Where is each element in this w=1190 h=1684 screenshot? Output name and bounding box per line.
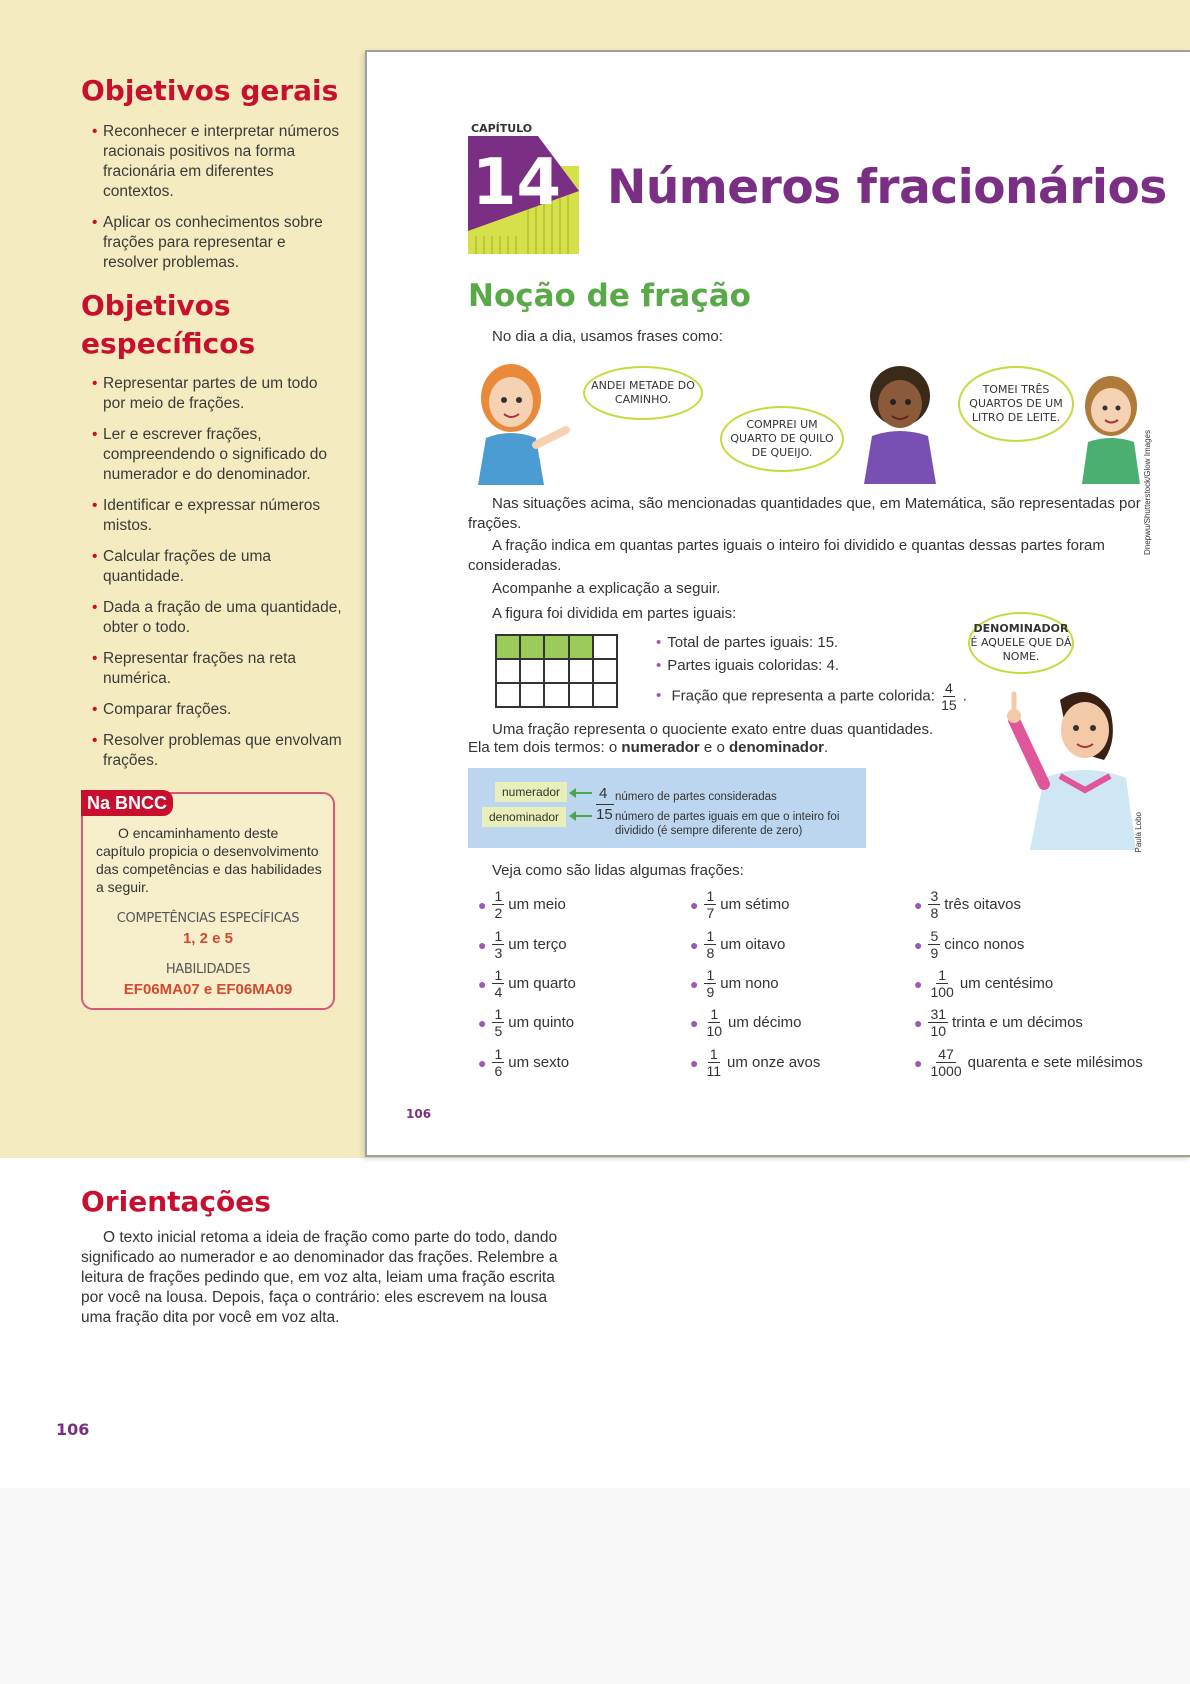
grid-cell xyxy=(593,635,617,659)
fraction-reading xyxy=(914,888,1021,921)
fraction-reading xyxy=(690,1006,801,1039)
grid-cell-colored xyxy=(496,635,520,659)
bullet-icon: ● xyxy=(914,896,923,913)
fraction: $\frac{1}{10}$ xyxy=(706,1006,723,1039)
fraction: $\frac{1}{8}$ xyxy=(706,928,715,961)
fraction-name: um onze avos xyxy=(727,1054,821,1071)
fraction-reading xyxy=(478,1046,569,1079)
intro-text: No dia a dia, usamos frases como: xyxy=(492,328,723,345)
bullet-icon: ● xyxy=(690,975,699,992)
list-item: • Reconhecer e interpretar números racionais positivos na forma fracionária em diferentes contextos. xyxy=(92,122,342,202)
list-item: • Ler e escrever frações, compreendendo o significado do numerador e do denominador. xyxy=(92,425,342,485)
fraction-name: um terço xyxy=(508,936,567,953)
grid-cell xyxy=(496,683,520,707)
fraction-name: um quarto xyxy=(508,975,576,992)
paragraph: A figura foi dividida em partes iguais: xyxy=(492,605,737,622)
fraction-name: quarenta e sete milésimos xyxy=(967,1054,1143,1071)
fraction-reading xyxy=(914,928,1024,961)
grid-cell-colored xyxy=(544,635,568,659)
fraction: $\frac{1}{11}$ xyxy=(706,1046,722,1079)
competencias-value: 1, 2 e 5 xyxy=(182,930,234,947)
fraction-reading xyxy=(478,888,566,921)
grid-cell-colored xyxy=(569,635,593,659)
guidance-title: Orientações xyxy=(81,1185,271,1218)
bullet-icon: ● xyxy=(914,975,923,992)
fact-item: • Partes iguais coloridas: 4. xyxy=(656,656,839,676)
fraction: $\frac{1}{2}$ xyxy=(494,888,503,921)
general-objectives-list xyxy=(92,122,342,284)
list-item: • Resolver problemas que envolvam frações. xyxy=(92,731,342,771)
fraction-name: um décimo xyxy=(728,1014,802,1031)
fraction-reading xyxy=(914,1046,1143,1079)
fraction-name: um sexto xyxy=(508,1054,570,1071)
numerator-description: número de partes consideradas xyxy=(615,791,777,803)
denominator-description: número de partes iguais em que o inteiro foi dividido (é sempre diferente de zero) xyxy=(615,811,840,837)
habilidades-value: EF06MA07 e EF06MA09 xyxy=(123,981,293,998)
fraction: $\frac{47}{1000}$ xyxy=(930,1046,962,1079)
specific-objectives-title: Objetivos específicos xyxy=(81,289,256,360)
fraction: $\frac{1}{3}$ xyxy=(494,928,503,961)
bullet-icon: ● xyxy=(690,1054,699,1071)
fraction-name: um quinto xyxy=(508,1014,575,1031)
numerator-value: 4 xyxy=(599,785,608,802)
list-item: • Aplicar os conhecimentos sobre frações para representar e resolver problemas. xyxy=(92,213,342,273)
grid-cell xyxy=(520,683,544,707)
bullet-icon: ● xyxy=(478,975,487,992)
fraction-name: trinta e um décimos xyxy=(952,1014,1083,1031)
image-credit: Dnepwu/Shutterstock/Glow Images xyxy=(1143,430,1152,555)
bullet-icon: ● xyxy=(478,1014,487,1031)
fraction-reading xyxy=(690,967,779,1000)
bullet-icon: ● xyxy=(478,896,487,913)
fact-item: • Total de partes iguais: 15. xyxy=(656,633,838,653)
list-item: • Dada a fração de uma quantidade, obter o todo. xyxy=(92,598,342,638)
fraction-name: um oitavo xyxy=(720,936,786,953)
fraction-name: cinco nonos xyxy=(944,936,1025,953)
general-objectives-title: Objetivos gerais xyxy=(81,74,339,107)
fraction-reading xyxy=(914,967,1053,1000)
list-item: • Representar partes de um todo por meio de frações. xyxy=(92,374,342,414)
denominator-value: 15 xyxy=(596,806,613,823)
teacher-speech-bubble: DENOMINADOR É AQUELE QUE DÁ NOME. xyxy=(968,612,1074,674)
arrow-icon xyxy=(575,792,592,794)
paragraph: Ela tem dois termos: o numerador e o denominador. xyxy=(468,739,829,756)
chapter-label: CAPÍTULO xyxy=(471,122,533,135)
teacher-illustration-icon xyxy=(1000,680,1140,850)
grid-cell xyxy=(569,683,593,707)
page-number: 106 xyxy=(406,1107,432,1121)
bullet-icon: ● xyxy=(478,1054,487,1071)
paragraph: Uma fração representa o quociente exato entre duas quantidades. xyxy=(492,721,934,738)
girl-illustration-icon xyxy=(466,360,576,485)
fraction: $\frac{4}{15}$ xyxy=(941,680,957,713)
chapter-title: Números fracionários xyxy=(607,160,1167,215)
fraction-name: um nono xyxy=(720,975,779,992)
fraction-name: um sétimo xyxy=(720,896,790,913)
grid-cell xyxy=(544,659,568,683)
list-item: • Identificar e expressar números mistos. xyxy=(92,496,342,536)
fraction-bar xyxy=(596,804,614,805)
grid-cell xyxy=(544,683,568,707)
numerator-tag: numerador xyxy=(495,782,567,802)
list-item: • Representar frações na reta numérica. xyxy=(92,649,342,689)
fraction-grid xyxy=(495,634,618,708)
bncc-text: O encaminhamento deste capítulo propicia o desenvolvimento das competências e das habilidades a seguir. xyxy=(96,825,322,895)
fraction: $\frac{1}{4}$ xyxy=(494,967,503,1000)
bullet-icon: ● xyxy=(478,936,487,953)
bullet-icon: ● xyxy=(690,936,699,953)
grid-cell xyxy=(520,659,544,683)
fraction: $\frac{31}{10}$ xyxy=(930,1006,947,1039)
fraction-reading xyxy=(478,928,567,961)
guidance-text: O texto inicial retoma a ideia de fração como parte do todo, dando significado ao numerador e ao denominador das frações. Relembre a leitura de frações pedindo que, em voz alta, leiam uma fração escrita por você na lousa. Depois, faça o contrário: eles escrevem na lousa uma fração dita por você em voz alta. xyxy=(81,1229,558,1326)
chapter-number: 14 xyxy=(472,146,562,220)
fraction-reading xyxy=(690,928,785,961)
image-credit: Paula Lobo xyxy=(1134,812,1143,853)
fraction-name: um centésimo xyxy=(959,975,1054,992)
list-item: • Calcular frações de uma quantidade. xyxy=(92,547,342,587)
fraction-reading xyxy=(690,888,789,921)
fraction: $\frac{3}{8}$ xyxy=(930,888,939,921)
grid-cell xyxy=(496,659,520,683)
grid-cell xyxy=(593,659,617,683)
bullet-icon: ● xyxy=(690,896,699,913)
boy-illustration-icon xyxy=(858,364,943,484)
fraction: $\frac{1}{6}$ xyxy=(494,1046,503,1079)
speech-bubble: COMPREI UM QUARTO DE QUILO DE QUEIJO. xyxy=(720,406,844,472)
bullet-icon: ● xyxy=(690,1014,699,1031)
grid-cell-colored xyxy=(520,635,544,659)
fraction-reading xyxy=(478,967,576,1000)
bullet-icon: ● xyxy=(914,1014,923,1031)
grid-cell xyxy=(593,683,617,707)
list-item: • Comparar frações. xyxy=(92,700,342,720)
bullet-icon: ● xyxy=(914,936,923,953)
fraction: $\frac{5}{9}$ xyxy=(930,928,939,961)
denominator-tag: denominador xyxy=(482,807,566,827)
fraction-reading xyxy=(914,1006,1083,1039)
paragraph: A fração indica em quantas partes iguais o inteiro foi dividido e quantas dessas partes foram consideradas. xyxy=(468,537,1105,574)
fraction: $\frac{1}{7}$ xyxy=(706,888,715,921)
bncc-tag: Na BNCC xyxy=(81,790,173,816)
grid-cell xyxy=(569,659,593,683)
section-title: Noção de fração xyxy=(468,278,751,314)
bullet-icon: ● xyxy=(914,1054,923,1071)
competencias-label: COMPETÊNCIAS ESPECÍFICAS xyxy=(116,911,300,926)
fraction-name: um meio xyxy=(508,896,566,913)
speech-bubble: ANDEI METADE DO CAMINHO. xyxy=(583,366,703,420)
habilidades-label: HABILIDADES xyxy=(165,962,251,977)
chapter-badge-icon xyxy=(468,136,579,254)
fraction: $\frac{1}{100}$ xyxy=(930,967,954,1000)
page-number: 106 xyxy=(56,1420,90,1439)
fraction-name: três oitavos xyxy=(944,896,1021,913)
paragraph: Acompanhe a explicação a seguir. xyxy=(492,580,721,597)
paragraph: Nas situações acima, são mencionadas quantidades que, em Matemática, são representadas por frações. xyxy=(468,495,1141,532)
arrow-icon xyxy=(575,815,592,817)
girl-illustration-icon xyxy=(1076,374,1146,484)
fact-item: • Fração que representa a parte colorida: $\frac{4}{15}$ . xyxy=(656,680,967,713)
paragraph: Veja como são lidas algumas frações: xyxy=(492,862,744,879)
fraction-reading xyxy=(478,1006,574,1039)
fraction: $\frac{1}{9}$ xyxy=(706,967,715,1000)
fraction-reading xyxy=(690,1046,820,1079)
fraction: $\frac{1}{5}$ xyxy=(494,1006,503,1039)
specific-objectives-list xyxy=(92,374,342,782)
speech-bubble: TOMEI TRÊS QUARTOS DE UM LITRO DE LEITE. xyxy=(958,366,1074,442)
